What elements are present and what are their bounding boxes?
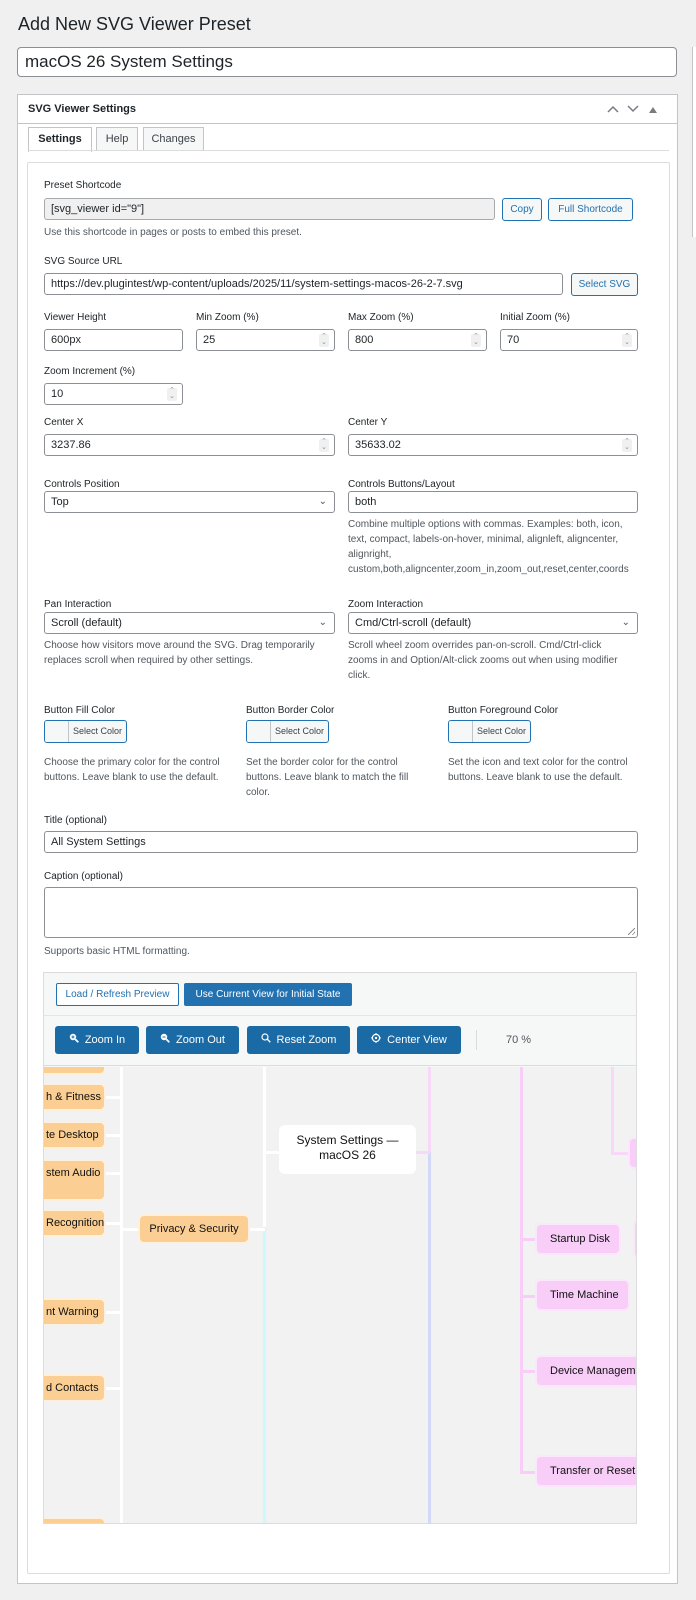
zoom-interaction-value: Cmd/Ctrl-scroll (default): [355, 617, 472, 629]
connector-line: [104, 1222, 122, 1225]
zoom-controls: [44, 1016, 636, 1066]
zoom-interaction-label: Zoom Interaction: [348, 599, 424, 610]
color-swatch: [449, 721, 473, 742]
center-y-input[interactable]: [348, 434, 638, 456]
controls-layout-help: Combine multiple options with commas. Examples: both, icon, text, compact, labels-on-hover, minimal, alignleft, aligncenter, alignright, custom,both,aligncenter,zoom_in,zoom_out,reset,center,coords: [348, 519, 629, 575]
privacy-security-node[interactable]: Privacy & Security: [138, 1214, 250, 1244]
zoom-interaction-help: Scroll wheel zoom overrides pan-on-scroll. Cmd/Ctrl-click zooms in and Option/Alt-click zooms out when using modifier click.: [348, 640, 618, 681]
copy-button[interactable]: Copy: [502, 198, 542, 221]
connector-line: [104, 1172, 122, 1175]
zoom-interaction-select[interactable]: [348, 612, 638, 634]
connector-line: [263, 1227, 266, 1524]
search-icon: [261, 1027, 271, 1055]
diagram-node[interactable]: [628, 1137, 636, 1169]
diagram-node[interactable]: h & Fitness: [44, 1083, 106, 1111]
initial-zoom-label: Initial Zoom (%): [500, 312, 571, 323]
shortcode-field[interactable]: [svg_viewer id="9"]: [44, 198, 495, 220]
zoom-increment-label: Zoom Increment (%): [44, 366, 136, 377]
button-border-help: Set the border color for the control buttons. Leave blank to match the fill color.: [246, 757, 409, 798]
diagram-node[interactable]: [44, 1517, 106, 1524]
reset-zoom-button[interactable]: Reset Zoom: [247, 1026, 350, 1054]
use-current-view-button[interactable]: Use Current View for Initial State: [184, 983, 352, 1006]
diagram-canvas[interactable]: [44, 1067, 636, 1524]
max-zoom-value: 800: [355, 334, 374, 346]
zoom-out-button[interactable]: Zoom Out: [146, 1026, 239, 1054]
button-foreground-help: Set the icon and text color for the control buttons. Leave blank to use the default.: [448, 757, 628, 783]
initial-zoom-value: 70: [507, 334, 520, 346]
center-y-value: 35633.02: [355, 439, 401, 451]
source-url-input[interactable]: https://dev.plugintest/wp-content/uploads/2025/11/system-settings-macos-26-2-7.svg: [44, 273, 563, 295]
diagram-node[interactable]: te Desktop: [44, 1121, 106, 1149]
diagram-node[interactable]: stem Audio: [44, 1159, 106, 1201]
diagram-node[interactable]: [44, 1067, 106, 1075]
select-svg-button[interactable]: Select SVG: [571, 273, 638, 296]
page-title: Add New SVG Viewer Preset: [18, 14, 251, 34]
diagram-node[interactable]: d Contacts: [44, 1374, 106, 1402]
pan-interaction-value: Scroll (default): [51, 617, 122, 629]
transfer-reset-node[interactable]: Transfer or Reset: [535, 1455, 636, 1487]
color-swatch: [247, 721, 271, 742]
connector-line: [520, 1067, 523, 1473]
diagram-node[interactable]: [633, 1219, 636, 1259]
spinner-icon[interactable]: ⌃ ⌄: [319, 334, 329, 347]
min-zoom-label: Min Zoom (%): [196, 312, 259, 323]
device-management-node[interactable]: Device Managem: [535, 1355, 636, 1387]
preview-toolbar: [44, 973, 636, 1016]
connector-line: [120, 1228, 140, 1231]
full-shortcode-button[interactable]: Full Shortcode: [548, 198, 633, 221]
diagram-node[interactable]: nt Warning: [44, 1298, 106, 1326]
pan-interaction-help: Choose how visitors move around the SVG. Drag temporarily replaces scroll when required by other settings.: [44, 640, 315, 666]
startup-disk-node[interactable]: Startup Disk: [535, 1223, 621, 1255]
spinner-icon[interactable]: ⌃ ⌄: [167, 388, 177, 401]
zoom-increment-input[interactable]: [44, 383, 183, 405]
button-fill-help: Choose the primary color for the control buttons. Leave blank to use the default.: [44, 757, 220, 783]
controls-layout-label: Controls Buttons/Layout: [348, 479, 455, 490]
button-fill-label: Button Fill Color: [44, 705, 116, 716]
connector-line: [428, 1067, 431, 1152]
title-label: Title (optional): [44, 815, 107, 826]
chevron-down-icon: ⌄: [318, 496, 327, 507]
tab-settings[interactable]: Settings: [28, 127, 92, 152]
time-machine-node[interactable]: Time Machine: [535, 1279, 630, 1311]
tab-changes[interactable]: Changes: [143, 127, 204, 151]
svg-preview: [43, 972, 637, 1524]
min-zoom-value: 25: [203, 334, 216, 346]
button-foreground-color-picker[interactable]: Select Color: [448, 720, 531, 743]
viewer-height-input[interactable]: 600px: [44, 329, 183, 351]
zoom-increment-value: 10: [51, 388, 64, 400]
max-zoom-input[interactable]: [348, 329, 487, 351]
initial-zoom-input[interactable]: [500, 329, 638, 351]
max-zoom-label: Max Zoom (%): [348, 312, 414, 323]
metabox-header: [18, 95, 677, 124]
chevron-down-icon[interactable]: [624, 100, 642, 118]
button-border-color-picker[interactable]: Select Color: [246, 720, 329, 743]
viewer-height-label: Viewer Height: [44, 312, 107, 323]
spinner-icon[interactable]: ⌃ ⌄: [622, 439, 632, 452]
preset-title-input[interactable]: macOS 26 System Settings: [17, 47, 677, 77]
controls-position-value: Top: [51, 496, 69, 508]
load-refresh-preview-button[interactable]: Load / Refresh Preview: [56, 983, 179, 1006]
sidebar-edge: [692, 47, 696, 237]
controls-position-label: Controls Position: [44, 479, 120, 490]
chevron-down-icon: ⌄: [318, 617, 327, 628]
shortcode-help: Use this shortcode in pages or posts to embed this preset.: [44, 227, 302, 238]
connector-line: [611, 1067, 614, 1153]
zoom-in-button[interactable]: Zoom In: [55, 1026, 139, 1054]
center-x-value: 3237.86: [51, 439, 91, 451]
crosshair-icon: [371, 1027, 381, 1055]
chevron-up-icon[interactable]: [604, 100, 622, 118]
button-foreground-label: Button Foreground Color: [448, 705, 559, 716]
connector-line: [104, 1096, 122, 1099]
spinner-icon[interactable]: ⌃ ⌄: [319, 439, 329, 452]
caption-help: Supports basic HTML formatting.: [44, 946, 190, 957]
pan-interaction-label: Pan Interaction: [44, 599, 112, 610]
button-border-label: Button Border Color: [246, 705, 335, 716]
root-node[interactable]: System Settings — macOS 26: [279, 1125, 416, 1174]
shortcode-label: Preset Shortcode: [44, 180, 122, 191]
controls-position-select[interactable]: [44, 491, 335, 513]
caption-label: Caption (optional): [44, 871, 123, 882]
caption-textarea[interactable]: [44, 887, 638, 938]
spinner-icon[interactable]: ⌃ ⌄: [471, 334, 481, 347]
source-url-label: SVG Source URL: [44, 256, 123, 267]
controls-layout-input[interactable]: both: [348, 491, 638, 513]
connector-line: [414, 1151, 430, 1154]
min-zoom-input[interactable]: [196, 329, 335, 351]
connector-line: [428, 1152, 431, 1524]
tab-help[interactable]: Help: [96, 127, 138, 151]
title-input[interactable]: All System Settings: [44, 831, 638, 853]
zoom-out-icon: [160, 1027, 170, 1055]
button-fill-color-picker[interactable]: Select Color: [44, 720, 127, 743]
color-swatch: [45, 721, 69, 742]
zoom-in-icon: [69, 1027, 79, 1055]
spinner-icon[interactable]: ⌃ ⌄: [622, 334, 632, 347]
center-x-label: Center X: [44, 417, 84, 428]
zoom-level-display: 70 %: [506, 1034, 532, 1046]
divider: [476, 1030, 477, 1050]
pan-interaction-select[interactable]: [44, 612, 335, 634]
center-x-input[interactable]: [44, 434, 335, 456]
connector-line: [104, 1387, 122, 1390]
tab-divider: [28, 150, 669, 151]
diagram-node[interactable]: Recognition: [44, 1209, 106, 1237]
center-y-label: Center Y: [348, 417, 388, 428]
collapse-toggle-icon[interactable]: [644, 100, 662, 118]
connector-line: [104, 1134, 122, 1137]
resize-grip-icon[interactable]: [628, 928, 635, 935]
metabox-title: SVG Viewer Settings: [28, 103, 137, 115]
connector-line: [104, 1311, 122, 1314]
center-view-button[interactable]: Center View: [357, 1026, 461, 1054]
chevron-down-icon: ⌄: [621, 617, 630, 628]
